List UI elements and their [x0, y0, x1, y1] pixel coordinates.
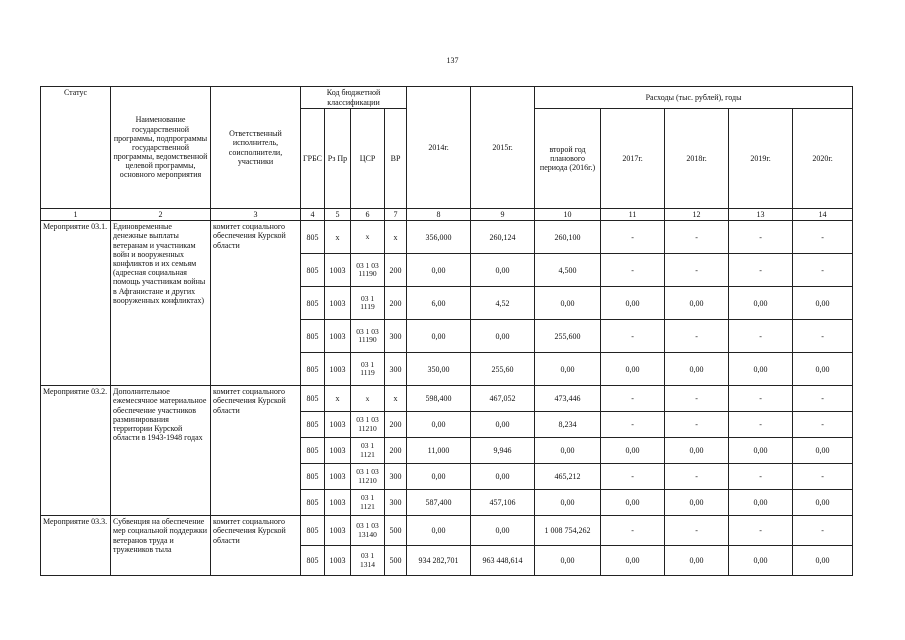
table-cell: - — [601, 386, 665, 412]
table-cell: 934 282,701 — [407, 546, 471, 576]
table-cell: х — [385, 386, 407, 412]
table-cell: 805 — [301, 464, 325, 490]
table-cell: 0,00 — [793, 438, 853, 464]
table-cell: х — [351, 221, 385, 254]
table-cell: 4,52 — [471, 287, 535, 320]
table-cell: 1003 — [325, 287, 351, 320]
table-cell: 0,00 — [665, 353, 729, 386]
table-cell: - — [793, 254, 853, 287]
table-cell: 0,00 — [535, 546, 601, 576]
column-number: 13 — [729, 209, 793, 221]
table-cell: 255,600 — [535, 320, 601, 353]
table-cell: 03 1 1121 — [351, 490, 385, 516]
table-cell: 6,00 — [407, 287, 471, 320]
table-cell: - — [729, 386, 793, 412]
table-cell: 8,234 — [535, 412, 601, 438]
table-cell: 805 — [301, 386, 325, 412]
measure-status: Мероприятие 03.3. — [41, 516, 111, 576]
table-cell: 0,00 — [471, 464, 535, 490]
column-number: 7 — [385, 209, 407, 221]
column-number: 14 — [793, 209, 853, 221]
table-cell: х — [385, 221, 407, 254]
table-cell: 805 — [301, 254, 325, 287]
table-cell: 805 — [301, 546, 325, 576]
table-cell: 200 — [385, 438, 407, 464]
table-cell: - — [793, 464, 853, 490]
table-cell: 805 — [301, 516, 325, 546]
header-csr: ЦСР — [351, 109, 385, 209]
table-cell: 0,00 — [471, 320, 535, 353]
table-cell: 805 — [301, 412, 325, 438]
measure-responsible: комитет социального обеспечения Курской области — [211, 221, 301, 386]
measure-status: Мероприятие 03.2. — [41, 386, 111, 516]
column-number: 1 — [41, 209, 111, 221]
table-cell: 300 — [385, 490, 407, 516]
table-cell: 0,00 — [601, 353, 665, 386]
header-2020: 2020г. — [793, 109, 853, 209]
table-cell: 805 — [301, 490, 325, 516]
column-number: 11 — [601, 209, 665, 221]
table-cell: - — [729, 412, 793, 438]
table-cell: 0,00 — [407, 464, 471, 490]
table-cell: - — [665, 386, 729, 412]
table-cell: 0,00 — [793, 546, 853, 576]
table-cell: 03 1 03 11190 — [351, 320, 385, 353]
table-cell: 03 1 1314 — [351, 546, 385, 576]
table-cell: 0,00 — [601, 438, 665, 464]
measure-name: Субвенция на обеспечение мер социальной поддержки ветеранов труда и тружеников тыла — [111, 516, 211, 576]
table-cell: 300 — [385, 353, 407, 386]
table-cell: 1 008 754,262 — [535, 516, 601, 546]
table-cell: 1003 — [325, 516, 351, 546]
measure-responsible: комитет социального обеспечения Курской области — [211, 516, 301, 576]
header-rzpr: Рз Пр — [325, 109, 351, 209]
table-cell: 260,100 — [535, 221, 601, 254]
page-number: 137 — [446, 56, 459, 65]
header-expenses: Расходы (тыс. рублей), годы — [535, 87, 853, 109]
table-cell: - — [729, 221, 793, 254]
table-cell: 1003 — [325, 254, 351, 287]
table-cell: - — [665, 254, 729, 287]
header-2018: 2018г. — [665, 109, 729, 209]
table-cell: - — [601, 320, 665, 353]
table-row — [41, 516, 853, 546]
table-cell: 0,00 — [535, 490, 601, 516]
column-number: 6 — [351, 209, 385, 221]
table-row — [41, 221, 853, 254]
header-2016: второй год планового периода (2016г.) — [535, 109, 601, 209]
table-cell: 0,00 — [471, 516, 535, 546]
table-cell: - — [793, 386, 853, 412]
table-cell: 03 1 03 11210 — [351, 412, 385, 438]
table-cell: 1003 — [325, 490, 351, 516]
header-responsible: Ответственный исполнитель, соисполнители, участники — [211, 87, 301, 209]
table-cell: - — [793, 516, 853, 546]
table-cell: 0,00 — [665, 546, 729, 576]
column-number: 9 — [471, 209, 535, 221]
table-cell: 0,00 — [601, 287, 665, 320]
table-cell: 598,400 — [407, 386, 471, 412]
table-cell: 200 — [385, 254, 407, 287]
table-cell: 260,124 — [471, 221, 535, 254]
table-cell: 200 — [385, 287, 407, 320]
header-2015: 2015г. — [471, 87, 535, 209]
column-number: 12 — [665, 209, 729, 221]
table-cell: 0,00 — [665, 438, 729, 464]
table-cell: 0,00 — [729, 287, 793, 320]
header-vr: ВР — [385, 109, 407, 209]
measure-name: Единовременные денежные выплаты ветеранам и участникам войн и вооруженных конфликтов и их семьям (адресная социальная помощь участникам войны в Афганистане и других вооруженных конфликтах) — [111, 221, 211, 386]
table-cell: - — [665, 320, 729, 353]
table-cell: 0,00 — [407, 320, 471, 353]
column-number: 8 — [407, 209, 471, 221]
table-cell: - — [601, 412, 665, 438]
table-cell: - — [793, 320, 853, 353]
table-cell: 1003 — [325, 438, 351, 464]
table-cell: 11,000 — [407, 438, 471, 464]
header-budget-code: Код бюджетной классификации — [301, 87, 407, 109]
table-cell: 963 448,614 — [471, 546, 535, 576]
table-cell: - — [793, 221, 853, 254]
table-cell: 300 — [385, 320, 407, 353]
column-number: 4 — [301, 209, 325, 221]
table-cell: 356,000 — [407, 221, 471, 254]
table-cell: 0,00 — [407, 516, 471, 546]
table-cell: 1003 — [325, 546, 351, 576]
table-cell: 03 1 03 13140 — [351, 516, 385, 546]
table-cell: 473,446 — [535, 386, 601, 412]
table-cell: 200 — [385, 412, 407, 438]
table-cell: 0,00 — [601, 546, 665, 576]
table-cell: - — [665, 412, 729, 438]
table-cell: 1003 — [325, 464, 351, 490]
table-cell: 0,00 — [535, 438, 601, 464]
table-cell: 500 — [385, 516, 407, 546]
table-cell: 0,00 — [729, 490, 793, 516]
table-cell: х — [325, 221, 351, 254]
column-number: 10 — [535, 209, 601, 221]
table-cell: 0,00 — [407, 412, 471, 438]
table-cell: 0,00 — [729, 353, 793, 386]
measure-responsible: комитет социального обеспечения Курской области — [211, 386, 301, 516]
table-cell: 0,00 — [471, 412, 535, 438]
column-number: 2 — [111, 209, 211, 221]
table-cell: - — [729, 320, 793, 353]
table-cell: - — [729, 516, 793, 546]
header-grbs: ГРБС — [301, 109, 325, 209]
table-cell: 0,00 — [793, 490, 853, 516]
column-number: 3 — [211, 209, 301, 221]
table-cell: - — [793, 412, 853, 438]
table-cell: 4,500 — [535, 254, 601, 287]
table-cell: - — [665, 516, 729, 546]
table-cell: 0,00 — [729, 546, 793, 576]
table-cell: х — [351, 386, 385, 412]
table-cell: 0,00 — [471, 254, 535, 287]
table-cell: 0,00 — [601, 490, 665, 516]
table-cell: 300 — [385, 464, 407, 490]
table-cell: 0,00 — [729, 438, 793, 464]
budget-table — [40, 86, 853, 576]
table-cell: 0,00 — [535, 353, 601, 386]
table-cell: 03 1 1119 — [351, 287, 385, 320]
table-cell: 03 1 03 11210 — [351, 464, 385, 490]
table-cell: 1003 — [325, 412, 351, 438]
column-number: 5 — [325, 209, 351, 221]
table-cell: 03 1 03 11190 — [351, 254, 385, 287]
table-cell: 0,00 — [665, 490, 729, 516]
header-2017: 2017г. — [601, 109, 665, 209]
table-cell: х — [325, 386, 351, 412]
table-cell: 805 — [301, 287, 325, 320]
table-cell: - — [601, 516, 665, 546]
table-cell: 500 — [385, 546, 407, 576]
table-cell: - — [601, 464, 665, 490]
table-cell: 0,00 — [407, 254, 471, 287]
table-cell: - — [665, 221, 729, 254]
table-cell: 0,00 — [665, 287, 729, 320]
table-cell: - — [601, 254, 665, 287]
table-cell: - — [601, 221, 665, 254]
table-cell: 805 — [301, 353, 325, 386]
measure-status: Мероприятие 03.1. — [41, 221, 111, 386]
table-cell: - — [729, 464, 793, 490]
table-cell: 465,212 — [535, 464, 601, 490]
table-cell: 0,00 — [793, 287, 853, 320]
header-2019: 2019г. — [729, 109, 793, 209]
measure-name: Дополнительное ежемесячное материальное обеспечение участников разминирования территории Курской области в 1943-1948 годах — [111, 386, 211, 516]
header-2014: 2014г. — [407, 87, 471, 209]
table-cell: 1003 — [325, 353, 351, 386]
table-cell: 03 1 1121 — [351, 438, 385, 464]
table-cell: - — [665, 464, 729, 490]
header-name: Наименование государственной программы, подпрограммы государственной программы, ведомственной целевой программы, основного мероприятия — [111, 87, 211, 209]
table-cell: - — [729, 254, 793, 287]
table-row — [41, 386, 853, 412]
table-cell: 457,106 — [471, 490, 535, 516]
table-cell: 9,946 — [471, 438, 535, 464]
table-cell: 1003 — [325, 320, 351, 353]
table-cell: 03 1 1119 — [351, 353, 385, 386]
table-cell: 805 — [301, 221, 325, 254]
table-cell: 255,60 — [471, 353, 535, 386]
table-cell: 350,00 — [407, 353, 471, 386]
table-cell: 467,052 — [471, 386, 535, 412]
header-status: Статус — [41, 87, 111, 209]
table-cell: 805 — [301, 438, 325, 464]
table-cell: 0,00 — [535, 287, 601, 320]
table-cell: 805 — [301, 320, 325, 353]
table-cell: 587,400 — [407, 490, 471, 516]
table-cell: 0,00 — [793, 353, 853, 386]
column-numbers-row — [41, 209, 853, 221]
